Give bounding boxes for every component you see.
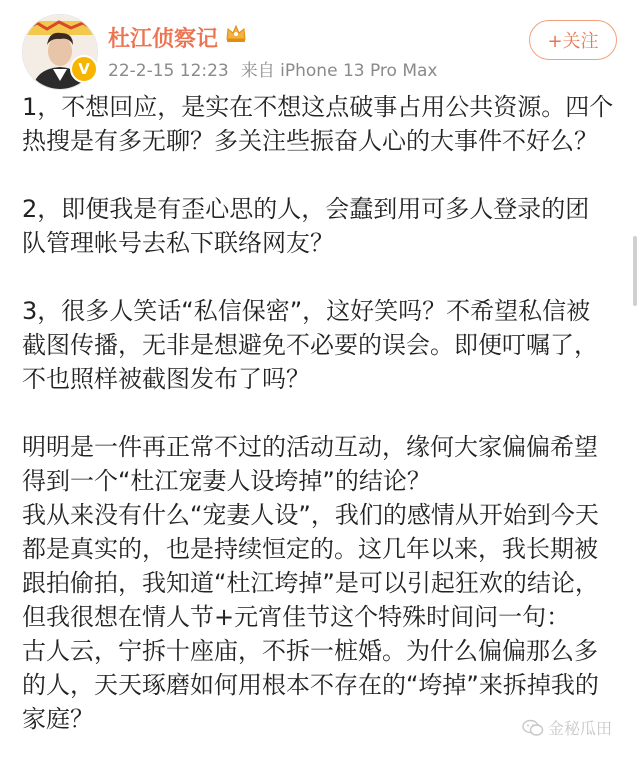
text-line: 跟拍偷拍，我知道“杜江垮掉”是可以引起狂欢的结论， <box>22 569 599 597</box>
text-line: 的人，天天琢磨如何用根本不存在的“垮掉”来拆掉我的 <box>22 671 599 699</box>
text-line: 都是真实的，也是持续恒定的。这几年以来，我长期被 <box>22 535 598 563</box>
text-line: 得到一个“杜江宠妻人设垮掉”的结论？ <box>22 467 431 495</box>
follow-button[interactable]: +关注 <box>529 20 617 60</box>
text-line: 热搜是有多无聊？多关注些振奋人心的大事件不好么？ <box>22 127 598 155</box>
vip-badge-icon: V <box>70 55 98 83</box>
post-paragraph <box>22 192 622 260</box>
post-paragraph <box>22 294 622 396</box>
text-line: 2，即便我是有歪心思的人，会蠢到用可多人登录的团 <box>22 195 590 223</box>
wechat-icon <box>522 719 544 737</box>
text-line: 我从来没有什么“宠妻人设”，我们的感情从开始到今天 <box>22 501 599 529</box>
text-line: 但我很想在情人节+元宵佳节这个特殊时间问一句： <box>22 603 571 631</box>
text-line: 家庭？ <box>22 705 94 733</box>
post-meta <box>108 56 450 81</box>
text-line: 不也照样被截图发布了吗？ <box>22 365 310 393</box>
post-paragraph <box>22 430 622 498</box>
text-line: 3，很多人笑话“私信保密”，这好笑吗？不希望私信被 <box>22 297 591 325</box>
post-timestamp: 22-2-15 12:23 <box>108 61 229 81</box>
watermark-label: 金秘瓜田 <box>548 719 613 738</box>
post-source: 来自 iPhone 13 Pro Max <box>240 61 438 81</box>
text-line: 古人云，宁拆十座庙，不拆一桩婚。为什么偏偏那么多 <box>22 637 598 665</box>
post-body <box>22 90 622 736</box>
text-line: 队管理帐号去私下联络网友？ <box>22 229 334 257</box>
scrollbar[interactable] <box>633 236 637 306</box>
text-line: 明明是一件再正常不过的活动互动，缘何大家偏偏希望 <box>22 433 598 461</box>
post-header <box>0 0 640 90</box>
post-paragraph <box>22 498 622 736</box>
crown-icon <box>224 21 248 45</box>
username[interactable]: 杜江侦察记 <box>108 27 219 52</box>
text-line: 1，不想回应，是实在不想这点破事占用公共资源。四个 <box>22 93 614 121</box>
watermark <box>522 716 612 739</box>
post-paragraph <box>22 90 622 158</box>
text-line: 截图传播，无非是想避免不必要的误会。即便叮嘱了， <box>22 331 598 359</box>
